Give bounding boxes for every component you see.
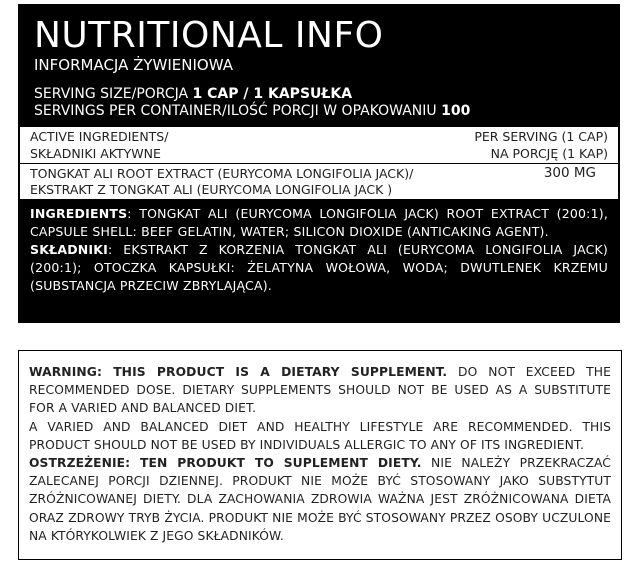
table-row [20, 163, 618, 200]
warning-label-pl: OSTRZEŻENIE: TEN PRODUKT TO SUPLEMENT DIETY. [29, 456, 422, 471]
servings-label: SERVINGS PER CONTAINER/ILOŚĆ PORCJI W OPAKOWANIU [34, 103, 437, 119]
label-title: NUTRITIONAL INFO [34, 15, 384, 56]
serving-size-line [34, 86, 352, 103]
label-subtitle: INFORMACJA ŻYWIENIOWA [34, 56, 233, 74]
serving-size-value: 1 CAP / 1 KAPSUŁKA [192, 86, 353, 102]
warning-text [29, 363, 611, 545]
ingredients-box [20, 199, 618, 321]
ingredients-text [30, 205, 608, 295]
ingredient-name-en: TONGKAT ALI ROOT EXTRACT (EURYCOMA LONGIFOLIA JACK)/ [30, 166, 414, 181]
ingredient-name-pl: EKSTRAKT Z TONGKAT ALI (EURYCOMA LONGIFOLIA JACK ) [30, 182, 393, 197]
servings-value: 100 [441, 103, 471, 119]
ingredient-amount: 300 MG [543, 165, 596, 181]
active-ingredients-header-pl: SKŁADNIKI AKTYWNE [30, 146, 161, 161]
ingredients-label-en: INGREDIENTS [30, 206, 128, 221]
serving-size-label: SERVING SIZE/PORCJA [34, 86, 189, 102]
active-ingredients-header-en: ACTIVE INGREDIENTS/ [30, 129, 169, 144]
warning-text-en-2: A VARIED AND BALANCED DIET AND HEALTHY LIFESTYLE ARE RECOMMENDED. THIS PRODUCT SHOULD NOT BE USED BY INDIVIDUALS ALLERGIC TO ANY OF ITS INGREDIENT. [29, 419, 611, 452]
per-serving-header-en: PER SERVING (1 CAP) [474, 129, 608, 144]
warning-label-en: WARNING: THIS PRODUCT IS A DIETARY SUPPLEMENT. [29, 365, 448, 379]
per-serving-header-pl: NA PORCJĘ (1 KAP) [490, 146, 608, 161]
nutrition-header [20, 6, 618, 126]
ingredients-label-pl: SKŁADNIKI [30, 242, 109, 257]
warning-text-pl: NIE NALEŻY PRZEKRACZAĆ ZALECANEJ PORCJI DZIENNEJ. PRODUKT NIE MOŻE BYĆ STOSOWANY JAKO SUBSTYTUT ZRÓŻNICOWANEJ DIETY. DLA ZACHOWANIA ZDROWIA WAŻNA JEST ZRÓŻNICOWANA DIETA ORAZ ZDROWY TRYB ŻYCIA. PRODUKT NIE MOŻE BYĆ STOSOWANY PRZEZ OSOBY UCZULONE NA KTÓRYKOLWIEK Z JEGO SKŁADNIKÓW. [29, 456, 611, 543]
ingredients-text-en: : TONGKAT ALI (EURYCOMA LONGIFOLIA JACK) ROOT EXTRACT (200:1), CAPSULE SHELL: BEEF GELATIN, WATER; SILICON DIOXIDE (ANTICAKING AGENT). [30, 206, 608, 239]
nutrition-label [18, 4, 620, 323]
ingredients-text-pl: : EKSTRAKT Z KORZENIA TONGKAT ALI (EURYCOMA LONGIFOLIA JACK) (200:1); OTOCZKA KAPSUŁKI: ŻELATYNA WOŁOWA, WODA; DWUTLENEK KRZEMU (SUBSTANCJA PRZECIW ZBRYLAJĄCA). [30, 242, 608, 293]
servings-per-container-line [34, 103, 470, 120]
warning-box [18, 350, 622, 560]
warning-text-en: DO NOT EXCEED THE RECOMMENDED DOSE. DIETARY SUPPLEMENTS SHOULD NOT BE USED AS A SUBSTITUTE FOR A VARIED AND BALANCED DIET. [29, 365, 611, 416]
table-header-row [20, 126, 618, 165]
